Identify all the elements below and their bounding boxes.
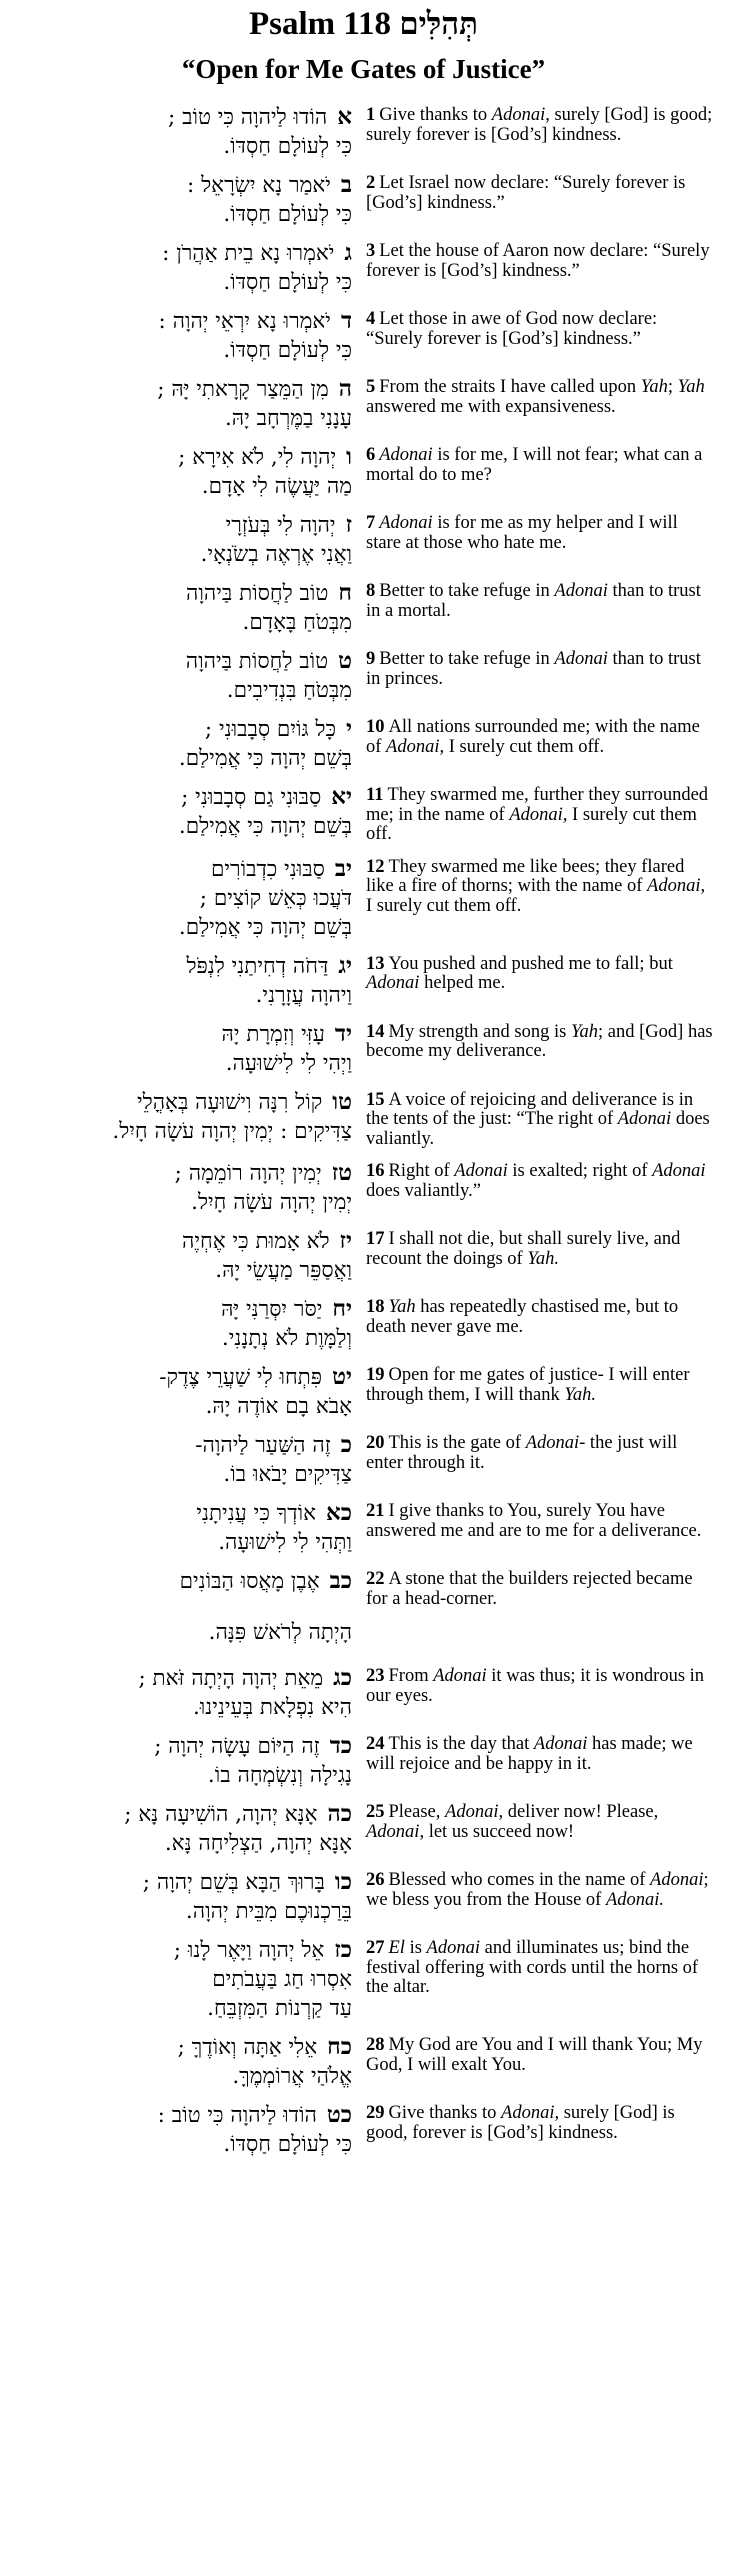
hebrew-text: בָּרוּךְ הַבָּא בְּשֵׁם יְהוָה ; <box>142 1870 325 1895</box>
hebrew-text: וַיְהִי לִי לִישׁוּעָה. <box>225 1050 352 1076</box>
hebrew-line <box>12 1829 352 1858</box>
hebrew-text: מֵאֵת יְהוָה הָיְתָה זֹּאת ; <box>138 1666 324 1691</box>
verse-hebrew <box>12 782 362 841</box>
verse-number: 4 <box>366 309 376 329</box>
hebrew-verse-number: כז <box>334 1936 352 1963</box>
hebrew-line <box>12 2130 352 2159</box>
verse-hebrew <box>12 951 362 1010</box>
hebrew-line <box>12 854 352 884</box>
verse-number: 3 <box>366 241 376 261</box>
verse-hebrew <box>12 1294 362 1353</box>
verse-number: 24 <box>366 1734 385 1754</box>
verse-row <box>12 1867 715 1926</box>
verse-english <box>362 306 715 349</box>
hebrew-verse-number: טז <box>331 1159 352 1186</box>
hebrew-line <box>12 1049 352 1078</box>
hebrew-text: וַאֲסַפֵּר מַעֲשֵׂי יָהּ. <box>215 1258 352 1283</box>
hebrew-line <box>12 200 352 229</box>
hebrew-verse-number: א <box>337 103 352 130</box>
verse-row <box>12 170 715 229</box>
hebrew-text: מִן הַמֵּצַר קָרָאתִי יָּהּ ; <box>157 377 329 402</box>
hebrew-text: צַדִּיקִים : יְמִין יְהוָה עֹשָׂה חָיִל. <box>112 1118 352 1144</box>
english-text: Let Israel now declare: “Surely forever is [God’s] kindness.” <box>366 173 686 213</box>
verse-number: 19 <box>366 1365 385 1385</box>
hebrew-line <box>12 1867 352 1897</box>
hebrew-line <box>12 374 352 404</box>
verse-number: 25 <box>366 1802 385 1822</box>
hebrew-line <box>12 1324 352 1353</box>
title-hebrew: תְּהִלִּים <box>399 6 479 42</box>
verse-hebrew <box>12 1566 362 1596</box>
verse-english <box>362 238 715 281</box>
hebrew-text: אָנָּא יְהוָה, הוֹשִׁיעָה נָּא ; <box>124 1802 318 1827</box>
english-text: Adonai is for me, I will not fear; what can a mortal do to me? <box>366 445 703 485</box>
verse-row <box>12 1362 715 1421</box>
english-text: All nations surrounded me; with the name of Adonai, I surely cut them off. <box>366 717 700 757</box>
verse-english <box>362 1799 715 1842</box>
hebrew-line <box>12 744 352 773</box>
hebrew-line <box>12 1087 352 1117</box>
verse-english <box>362 951 715 994</box>
hebrew-text: כִּי לְעוֹלָם חַסְדּוֹ. <box>223 2132 352 2157</box>
hebrew-verse-number: י <box>345 715 352 742</box>
verse-number: 22 <box>366 1569 385 1589</box>
hebrew-text: סַבּוּנִי כִדְבוֹרִים <box>210 856 325 882</box>
hebrew-line <box>12 1256 352 1285</box>
verse-number: 11 <box>366 785 384 805</box>
hebrew-line <box>12 676 352 705</box>
hebrew-line <box>12 1528 352 1557</box>
hebrew-text: בְּשֵׁם יְהוָה כִּי אֲמִילַם. <box>178 914 352 940</box>
hebrew-line <box>12 1294 352 1324</box>
verse-row <box>12 854 715 942</box>
hebrew-text: מִבְּטֹחַ בָּאָדָם. <box>242 610 352 635</box>
verse-row <box>12 951 715 1010</box>
verse-number: 28 <box>366 2035 385 2055</box>
hebrew-text: כִּי לְעוֹלָם חַסְדּוֹ. <box>223 134 352 159</box>
hebrew-verse-number: ח <box>338 579 352 606</box>
verse-hebrew <box>12 1663 362 1722</box>
english-text: Give thanks to Adonai, surely [God] is good, forever is [God’s] kindness. <box>366 2103 675 2143</box>
hebrew-verse-number: כ <box>340 1431 352 1458</box>
hebrew-verse-number: ב <box>340 171 352 198</box>
verse-row <box>12 578 715 637</box>
english-text: They swarmed me, further they surrounded me; in the name of Adonai, I surely cut them off. <box>366 785 709 844</box>
hebrew-text: אִסְרוּ חַג בַּעֲבֹתִים <box>212 1967 352 1992</box>
hebrew-line <box>12 442 352 472</box>
english-text: Adonai is for me as my helper and I will stare at those who hate me. <box>366 513 678 553</box>
verse-english <box>362 170 715 213</box>
hebrew-line <box>12 812 352 841</box>
hebrew-continuation-line: הָיְתָה לְרֹאשׁ פִּנָּה. <box>208 1620 352 1645</box>
hebrew-line <box>12 1460 352 1489</box>
hebrew-line <box>12 884 352 913</box>
verse-hebrew <box>12 510 362 569</box>
hebrew-text: קוֹל רִנָּה וִישׁוּעָה בְּאָהֳלֵי <box>137 1089 323 1115</box>
verse-number: 12 <box>366 856 385 877</box>
verse-row <box>12 1430 715 1489</box>
hebrew-line <box>12 608 352 637</box>
verse-english <box>362 1158 715 1201</box>
verse-english <box>362 1019 715 1062</box>
hebrew-text: יְמִין יְהוָה עֹשָׂה חָיִל. <box>191 1190 352 1215</box>
verse-number: 14 <box>366 1021 385 1042</box>
hebrew-text: בְּשֵׁם יְהוָה כִּי אֲמִילַם. <box>178 746 352 771</box>
hebrew-line <box>12 1188 352 1217</box>
hebrew-line <box>12 336 352 365</box>
english-text: From the straits I have called upon Yah; Yah answered me with expansiveness. <box>366 377 705 417</box>
hebrew-verse-number: ד <box>340 307 352 334</box>
verse-english <box>362 854 715 917</box>
hebrew-line <box>12 1731 352 1761</box>
verse-number: 23 <box>366 1666 385 1686</box>
verse-row <box>12 1566 715 1609</box>
verse-number: 29 <box>366 2103 385 2123</box>
hebrew-line <box>12 782 352 812</box>
verse-hebrew <box>12 1087 362 1146</box>
verse-number: 13 <box>366 953 385 974</box>
hebrew-text: כִּי לְעוֹלָם חַסְדּוֹ. <box>223 338 352 363</box>
verse-row <box>12 510 715 569</box>
hebrew-text: אֶבֶן מָאֲסוּ הַבּוֹנִים <box>179 1569 320 1594</box>
verse-english <box>362 1663 715 1706</box>
verse-row <box>12 1158 715 1217</box>
english-text: Better to take refuge in Adonai than to trust in a mortal. <box>366 581 701 621</box>
hebrew-line <box>12 1392 352 1421</box>
hebrew-text: מַה יַּעֲשֶׂה לִי אָדָם. <box>201 474 352 499</box>
hebrew-line <box>12 2032 352 2062</box>
hebrew-verse-number: ג <box>344 239 352 266</box>
english-text: A voice of rejoicing and deliverance is in the tents of the just: “The right of Adonai does valiantly. <box>366 1089 710 1149</box>
english-text: From Adonai it was thus; it is wondrous in our eyes. <box>366 1666 705 1706</box>
verse-hebrew <box>12 646 362 705</box>
hebrew-text: סַבּוּנִי גַם סְבָבוּנִי ; <box>181 785 322 810</box>
verse-number: 9 <box>366 649 376 669</box>
verse-number: 10 <box>366 717 385 737</box>
hebrew-line <box>12 1430 352 1460</box>
hebrew-text: יְמִין יְהוָה רוֹמֵמָה ; <box>174 1161 322 1186</box>
verse-english <box>362 578 715 621</box>
hebrew-verse-number: טו <box>332 1087 352 1115</box>
verse-english <box>362 442 715 485</box>
verse-number: 20 <box>366 1433 385 1453</box>
verse-hebrew <box>12 1226 362 1285</box>
hebrew-line <box>12 913 352 942</box>
hebrew-line <box>12 1226 352 1256</box>
verse-hebrew <box>12 1019 362 1078</box>
hebrew-line <box>12 1965 352 1994</box>
hebrew-verse-number: יז <box>339 1227 352 1254</box>
verse-number: 26 <box>366 1870 385 1890</box>
verse-row <box>12 1087 715 1150</box>
hebrew-verse-number: כט <box>326 2101 352 2128</box>
verse-number: 5 <box>366 377 376 397</box>
verse-number: 7 <box>366 513 376 533</box>
english-text: You pushed and pushed me to fall; but Adonai helped me. <box>366 953 673 993</box>
verse-number: 21 <box>366 1501 385 1521</box>
verse-hebrew <box>12 1731 362 1790</box>
hebrew-verse-number: ו <box>346 443 352 470</box>
hebrew-text: עָזִּי וְזִמְרָת יָהּ <box>221 1021 325 1047</box>
hebrew-line <box>12 646 352 676</box>
hebrew-line <box>12 1693 352 1722</box>
hebrew-verse-number: יח <box>332 1295 352 1322</box>
verse-number: 15 <box>366 1089 385 1110</box>
hebrew-text: אָנָּא יְהוָה, הַצְלִיחָה נָּא. <box>164 1831 352 1856</box>
english-text: My God are You and I will thank You; My God, I will exalt You. <box>366 2035 703 2075</box>
verse-row <box>12 102 715 161</box>
hebrew-verse-number: יג <box>338 951 352 979</box>
hebrew-verse-number: כב <box>329 1567 352 1594</box>
verse-english <box>362 1362 715 1405</box>
verse-english <box>362 1294 715 1337</box>
verse-english <box>362 2100 715 2143</box>
hebrew-verse-number: כה <box>327 1800 352 1827</box>
verse-english <box>362 1566 715 1609</box>
hebrew-line <box>12 238 352 268</box>
hebrew-verse-number: יב <box>334 854 352 882</box>
verse-list <box>12 102 715 2159</box>
hebrew-line <box>12 2062 352 2091</box>
hebrew-line <box>12 404 352 433</box>
verse-row <box>12 1935 715 2023</box>
english-text: Let those in awe of God now declare: “Surely forever is [God’s] kindness.” <box>366 309 658 349</box>
hebrew-text: יַסֹּר יִסְּרַנִּי יָּהּ <box>221 1297 323 1322</box>
verse-hebrew <box>12 854 362 942</box>
verse-english <box>362 102 715 145</box>
hebrew-text: הוֹדוּ לַיהוָה כִּי טוֹב ; <box>168 105 328 130</box>
hebrew-text: עָנָנִי בַמֶּרְחָב יָהּ. <box>224 406 352 431</box>
hebrew-line <box>12 1935 352 1965</box>
hebrew-line <box>12 1799 352 1829</box>
hebrew-line <box>12 306 352 336</box>
verse-row <box>12 782 715 845</box>
hebrew-text: טוֹב לַחֲסוֹת בַּיהוָה <box>186 581 329 606</box>
verse-row <box>12 374 715 433</box>
english-text: El is Adonai and illuminates us; bind the festival offering with cords until the horns of the altar. <box>366 1938 699 1997</box>
hebrew-verse-number: ה <box>338 375 352 402</box>
verse-english <box>362 646 715 689</box>
verse-hebrew <box>12 2100 362 2159</box>
hebrew-text: בְּשֵׁם יְהוָה כִּי אֲמִילַם. <box>178 814 352 839</box>
english-text: This is the gate of Adonai- the just will enter through it. <box>366 1433 678 1473</box>
header <box>12 0 715 84</box>
hebrew-text: יֹאמְרוּ נָא בֵית אַהֲרֹן : <box>162 241 335 266</box>
hebrew-line <box>12 981 352 1010</box>
hebrew-text: יֹאמְרוּ נָא יִרְאֵי יְהוָה : <box>158 309 331 334</box>
hebrew-text: וַתְּהִי לִי לִישׁוּעָה. <box>218 1530 352 1555</box>
hebrew-text: זֶה הַיּוֹם עָשָׂה יְהוָה ; <box>154 1734 320 1759</box>
hebrew-line <box>12 102 352 132</box>
verse-row <box>12 1019 715 1078</box>
english-text: Right of Adonai is exalted; right of Adonai does valiantly.” <box>366 1161 706 1201</box>
verse-number: 2 <box>366 173 376 193</box>
hebrew-line <box>12 268 352 297</box>
hebrew-verse-number: כו <box>334 1868 352 1895</box>
verse-hebrew <box>12 2032 362 2091</box>
hebrew-text: כִּי לְעוֹלָם חַסְדּוֹ. <box>223 202 352 227</box>
hebrew-line <box>12 951 352 981</box>
hebrew-line <box>12 1994 352 2023</box>
title-english: Psalm 118 <box>248 6 392 42</box>
hebrew-verse-number: כא <box>325 1499 352 1526</box>
verse-row <box>12 442 715 501</box>
verse-hebrew <box>12 1362 362 1421</box>
verse-row <box>12 1663 715 1722</box>
hebrew-verse-number: כח <box>327 2033 352 2060</box>
english-text: Give thanks to Adonai, surely [God] is good; surely forever is [God’s] kindness. <box>366 105 713 145</box>
hebrew-verse-number: יא <box>331 783 352 810</box>
hebrew-text: יְהוָה לִי, לֹא אִירָא ; <box>178 445 337 470</box>
hebrew-text: אֵלִי אַתָּה וְאוֹדֶךָּ ; <box>177 2035 318 2060</box>
hebrew-text: יֹאמַר נָא יִשְׂרָאֵל : <box>187 173 331 198</box>
verse-hebrew <box>12 578 362 637</box>
verse-english <box>362 1226 715 1269</box>
english-text: Let the house of Aaron now declare: “Surely forever is [God’s] kindness.” <box>366 241 710 281</box>
hebrew-verse-number: כד <box>329 1732 352 1759</box>
hebrew-line <box>12 578 352 608</box>
hebrew-verse-number: יד <box>334 1019 352 1047</box>
english-text: My strength and song is Yah; and [God] has become my deliverance. <box>366 1021 713 1061</box>
verse-hebrew <box>12 306 362 365</box>
hebrew-line <box>12 540 352 569</box>
english-text: I shall not die, but shall surely live, and recount the doings of Yah. <box>366 1229 681 1269</box>
hebrew-line <box>12 472 352 501</box>
verse-number: 1 <box>366 105 376 125</box>
hebrew-text: בֵּרַכְנוּכֶם מִבֵּית יְהוָה. <box>185 1899 352 1924</box>
hebrew-text: אוֹדְךָ כִּי עֲנִיתָנִי <box>196 1501 316 1526</box>
hebrew-text: דַּחֹה דְחִיתַנִי לִנְפֹּל <box>186 953 329 979</box>
english-text: Yah has repeatedly chastised me, but to death never gave me. <box>366 1297 679 1337</box>
hebrew-text: נָגִילָה וְנִשְׂמְחָה בוֹ. <box>207 1763 352 1788</box>
hebrew-line <box>12 1897 352 1926</box>
verse-english <box>362 782 715 845</box>
verse-english <box>362 1867 715 1910</box>
verse-number: 27 <box>366 1938 385 1958</box>
hebrew-text: אֵל יְהוָה וַיָּאֶר לָנוּ ; <box>173 1938 325 1963</box>
hebrew-line <box>12 1498 352 1528</box>
english-text: They swarmed me like bees; they flared like a fire of thorns; with the name of Adonai, I surely cut them off. <box>366 856 706 916</box>
hebrew-line <box>12 170 352 200</box>
verse-english <box>362 1087 715 1150</box>
verse-row <box>12 2032 715 2091</box>
verse-row <box>12 1294 715 1353</box>
hebrew-line <box>12 510 352 540</box>
verse-english <box>362 1731 715 1774</box>
verse-row <box>12 1731 715 1790</box>
verse-hebrew <box>12 1498 362 1557</box>
english-text: A stone that the builders rejected became for a head-corner. <box>366 1569 693 1609</box>
hebrew-verse-number: כג <box>333 1664 352 1691</box>
hebrew-text: וַיהוָה עֲזָרָנִי. <box>255 982 352 1008</box>
verse-number: 17 <box>366 1229 385 1249</box>
verse-row <box>12 1498 715 1557</box>
english-text: Blessed who comes in the name of Adonai; we bless you from the House of Adonai. <box>366 1870 709 1910</box>
hebrew-text: יְהוָה לִי בְּעֹזְרָי <box>225 513 336 538</box>
hebrew-text: עַד קַרְנוֹת הַמִּזְבֵּחַ. <box>207 1996 352 2021</box>
hebrew-line <box>12 2100 352 2130</box>
hebrew-line <box>12 1663 352 1693</box>
english-text: Open for me gates of justice- I will enter through them, I will thank Yah. <box>366 1365 690 1405</box>
verse-english <box>362 2032 715 2075</box>
verse-hebrew <box>12 1158 362 1217</box>
english-text: Better to take refuge in Adonai than to trust in princes. <box>366 649 701 689</box>
hebrew-text: זֶה הַשַּׁעַר לַיהוָה- <box>195 1433 331 1458</box>
verse-row <box>12 306 715 365</box>
verse-english <box>362 714 715 757</box>
verse-hebrew <box>12 714 362 773</box>
hebrew-verse-number: ז <box>345 511 352 538</box>
hebrew-line <box>12 1158 352 1188</box>
hebrew-text: פִּתְחוּ לִי שַׁעֲרֵי צֶדֶק- <box>159 1365 323 1390</box>
hebrew-text: טוֹב לַחֲסוֹת בַּיהוָה <box>185 649 329 674</box>
hebrew-text: כִּי לְעוֹלָם חַסְדּוֹ. <box>223 270 352 295</box>
hebrew-text: לֹא אָמוּת כִּי אֶחְיֶה <box>182 1229 330 1254</box>
verse-number: 18 <box>366 1297 385 1317</box>
verse-row <box>12 2100 715 2159</box>
hebrew-text: צַדִּיקִים יָבֹאוּ בוֹ. <box>223 1462 352 1487</box>
verse-row <box>12 1226 715 1285</box>
hebrew-line <box>12 1117 352 1146</box>
hebrew-text: אֱלֹהַי אֲרוֹמְמֶךָּ. <box>232 2064 352 2089</box>
hebrew-text: הִיא נִפְלָאת בְּעֵינֵינוּ. <box>192 1695 352 1720</box>
verse-number: 6 <box>366 445 376 465</box>
verse-number: 16 <box>366 1161 385 1181</box>
hebrew-text: כָּל גּוֹיִם סְבָבוּנִי ; <box>204 717 336 742</box>
hebrew-text: אָבֹא בָם אוֹדֶה יָהּ. <box>205 1394 352 1419</box>
hebrew-line <box>12 1019 352 1049</box>
english-text: Please, Adonai, deliver now! Please, Adonai, let us succeed now! <box>366 1802 659 1842</box>
hebrew-verse-number: ט <box>338 647 352 674</box>
verse-english <box>362 1430 715 1473</box>
hebrew-text: דֹּעֲכוּ כְּאֵשׁ קוֹצִים ; <box>199 885 352 911</box>
page-title <box>12 0 715 44</box>
verse-hebrew <box>12 170 362 229</box>
verse-hebrew <box>12 1867 362 1926</box>
page-subtitle: “Open for Me Gates of Justice” <box>181 54 546 84</box>
hebrew-line <box>12 132 352 161</box>
hebrew-text: הוֹדוּ לַיהוָה כִּי טוֹב : <box>157 2103 317 2128</box>
hebrew-line <box>12 1566 352 1596</box>
verse-english <box>362 374 715 417</box>
hebrew-line <box>12 1761 352 1790</box>
hebrew-verse-number: יט <box>332 1363 352 1390</box>
verse-hebrew <box>12 238 362 297</box>
verse-row <box>12 1799 715 1858</box>
verse-hebrew <box>12 1799 362 1858</box>
verse-row <box>12 714 715 773</box>
verse-row <box>12 646 715 705</box>
hebrew-text: וְלַמָּוֶת לֹא נְתָנָנִי. <box>221 1326 352 1351</box>
english-text: I give thanks to You, surely You have answered me and are to me for a deliverance. <box>366 1501 702 1541</box>
verse-hebrew <box>12 102 362 161</box>
english-text: This is the day that Adonai has made; we will rejoice and be happy in it. <box>366 1734 693 1774</box>
verse-row <box>12 238 715 297</box>
hebrew-line <box>12 1362 352 1392</box>
hebrew-text: וַאֲנִי אֶרְאֶה בְשֹׂנְאָי. <box>200 542 352 567</box>
verse-hebrew <box>12 1430 362 1489</box>
verse-hebrew <box>12 1935 362 2023</box>
verse-number: 8 <box>366 581 376 601</box>
hebrew-line <box>12 714 352 744</box>
verse-hebrew <box>12 374 362 433</box>
verse-english <box>362 1935 715 1998</box>
hebrew-text: מִבְּטֹחַ בִּנְדִיבִים. <box>226 678 352 703</box>
verse-english <box>362 1498 715 1541</box>
verse-hebrew <box>12 442 362 501</box>
verse-english <box>362 510 715 553</box>
